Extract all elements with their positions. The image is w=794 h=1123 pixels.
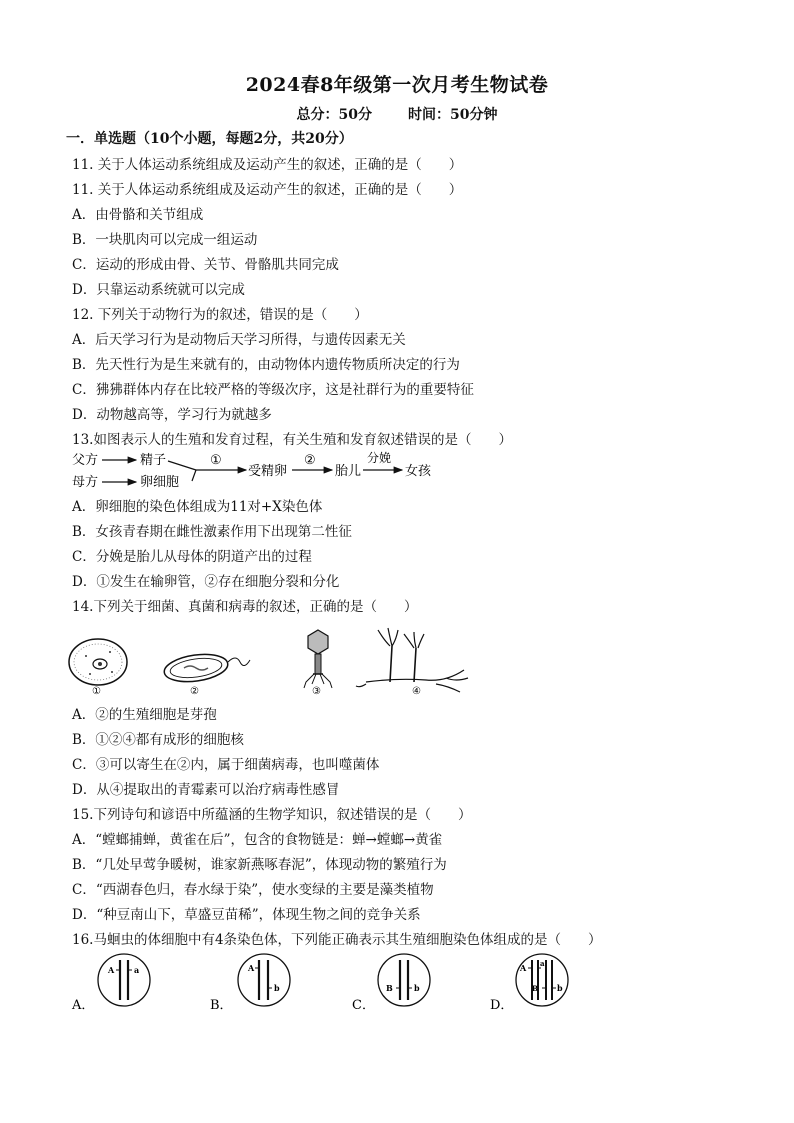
- q13-option-d: D．①发生在输卵管，②存在细胞分裂和分化: [72, 574, 340, 590]
- q16-option-d-letter: D．: [490, 998, 514, 1013]
- q14-option-c: C．③可以寄生在②内，属于细菌病毒，也叫噬菌体: [72, 757, 380, 773]
- zygote-label: 受精卵: [248, 464, 288, 479]
- gene-B-label-c: B: [386, 983, 393, 993]
- q13-option-b: B．女孩青春期在雌性激素作用下出现第二性征: [72, 524, 352, 540]
- q15-option-b: B．“几处早莺争暖树，谁家新燕啄春泥”，体现动物的繁殖行为: [72, 857, 447, 873]
- q11-option-c: C．运动的形成由骨、关节、骨骼肌共同完成: [72, 257, 339, 273]
- question-12-stem: 12. 下列关于动物行为的叙述，错误的是（ ）: [72, 307, 368, 323]
- exam-info: [0, 104, 794, 124]
- gene-B-label-d: B: [532, 984, 538, 993]
- exam-time: 时间：50分钟: [408, 107, 498, 123]
- egg-label: 卵细胞: [140, 475, 180, 490]
- gene-A-label-a: A: [108, 965, 115, 975]
- father-label: 父方: [72, 453, 99, 468]
- q16-option-a-letter: A．: [72, 998, 95, 1013]
- step-2-label: ②: [304, 453, 316, 468]
- figure-label-2: ②: [190, 686, 199, 697]
- girl-label: 女孩: [405, 464, 432, 479]
- step-1-label: ①: [210, 453, 222, 468]
- figure-label-3: ③: [312, 686, 321, 697]
- gene-b-label-d: b: [557, 983, 563, 993]
- fetus-label: 胎儿: [335, 464, 362, 479]
- q14-option-a: A．②的生殖细胞是芽孢: [72, 707, 217, 723]
- question-15-stem: 15.下列诗句和谚语中所蕴涵的生物学知识，叙述错误的是（ ）: [72, 807, 472, 823]
- cell-diagram-a: [98, 954, 150, 1006]
- question-11-stem-repeat: 11. 关于人体运动系统组成及运动产生的叙述，正确的是（ ）: [72, 182, 463, 198]
- bacterium-image: [163, 651, 250, 686]
- question-16-stem: 16.马蛔虫的体细胞中有4条染色体，下列能正确表示其生殖细胞染色体组成的是（ ）: [72, 932, 602, 948]
- q15-option-a: A．“螳螂捕蝉，黄雀在后”，包含的食物链是：蝉→螳螂→黄雀: [72, 832, 443, 848]
- q11-option-b: B．一块肌肉可以完成一组运动: [72, 232, 258, 248]
- cell-diagram-c: [378, 954, 430, 1006]
- figure-label-1: ①: [92, 686, 101, 697]
- q16-option-b-letter: B．: [210, 998, 233, 1013]
- q14-option-b: B．①②④都有成形的细胞核: [72, 732, 244, 748]
- yeast-cell-image: [69, 639, 127, 685]
- q16-option-c-letter: C．: [352, 998, 375, 1013]
- q14-option-d: D．从④提取出的青霉素可以治疗病毒性感冒: [72, 782, 340, 798]
- gene-a-label-d: a: [540, 959, 545, 968]
- q12-option-d: D．动物越高等，学习行为就越多: [72, 407, 272, 423]
- penicillium-image: [356, 628, 468, 692]
- q11-option-a: A．由骨骼和关节组成: [72, 207, 204, 223]
- q15-option-c: C．“西湖春色归，春水绿于染”，使水变绿的主要是藻类植物: [72, 882, 434, 898]
- q12-option-c: C．狒狒群体内存在比较严格的等级次序，这是社群行为的重要特征: [72, 382, 474, 398]
- cell-diagram-b: [238, 954, 290, 1006]
- reproduction-flow-diagram: [70, 448, 450, 494]
- question-14-stem: 14.下列关于细菌、真菌和病毒的叙述，正确的是（ ）: [72, 599, 418, 615]
- cell-diagram-d: [516, 954, 568, 1006]
- gene-A-label-b: A: [248, 963, 255, 973]
- exam-title: 2024春8年级第一次月考生物试卷: [245, 74, 549, 96]
- q12-option-a: A．后天学习行为是动物后天学习所得，与遗传因素无关: [72, 332, 406, 348]
- q12-option-b: B．先天性行为是生来就有的，由动物体内遗传物质所决定的行为: [72, 357, 460, 373]
- q13-option-a: A．卵细胞的染色体组成为11对+X染色体: [72, 499, 323, 515]
- figure-label-4: ④: [412, 686, 421, 697]
- sperm-label: 精子: [140, 453, 167, 468]
- gene-b-label-b: b: [274, 983, 280, 993]
- microorganism-figure: [66, 622, 476, 698]
- gene-b-label-c: b: [414, 983, 420, 993]
- question-11-stem: 11. 关于人体运动系统组成及运动产生的叙述，正确的是（ ）: [72, 157, 463, 173]
- birth-label: 分娩: [367, 451, 392, 465]
- section-heading: 一．单选题（10个小题，每题2分，共20分）: [66, 131, 353, 147]
- q11-option-d: D．只靠运动系统就可以完成: [72, 282, 245, 298]
- q13-option-c: C．分娩是胎儿从母体的阴道产出的过程: [72, 549, 312, 565]
- q15-option-d: D．“种豆南山下，草盛豆苗稀”，体现生物之间的竞争关系: [72, 907, 421, 923]
- gene-a-label-a: a: [134, 965, 140, 975]
- bacteriophage-image: [304, 630, 332, 688]
- mother-label: 母方: [72, 475, 99, 490]
- question-13-stem: 13.如图表示人的生殖和发育过程，有关生殖和发育叙述错误的是（ ）: [72, 432, 512, 448]
- gene-A-label-d: A: [520, 963, 527, 973]
- total-score: 总分：50分: [296, 107, 372, 123]
- chromosome-options-figure: [66, 950, 586, 1018]
